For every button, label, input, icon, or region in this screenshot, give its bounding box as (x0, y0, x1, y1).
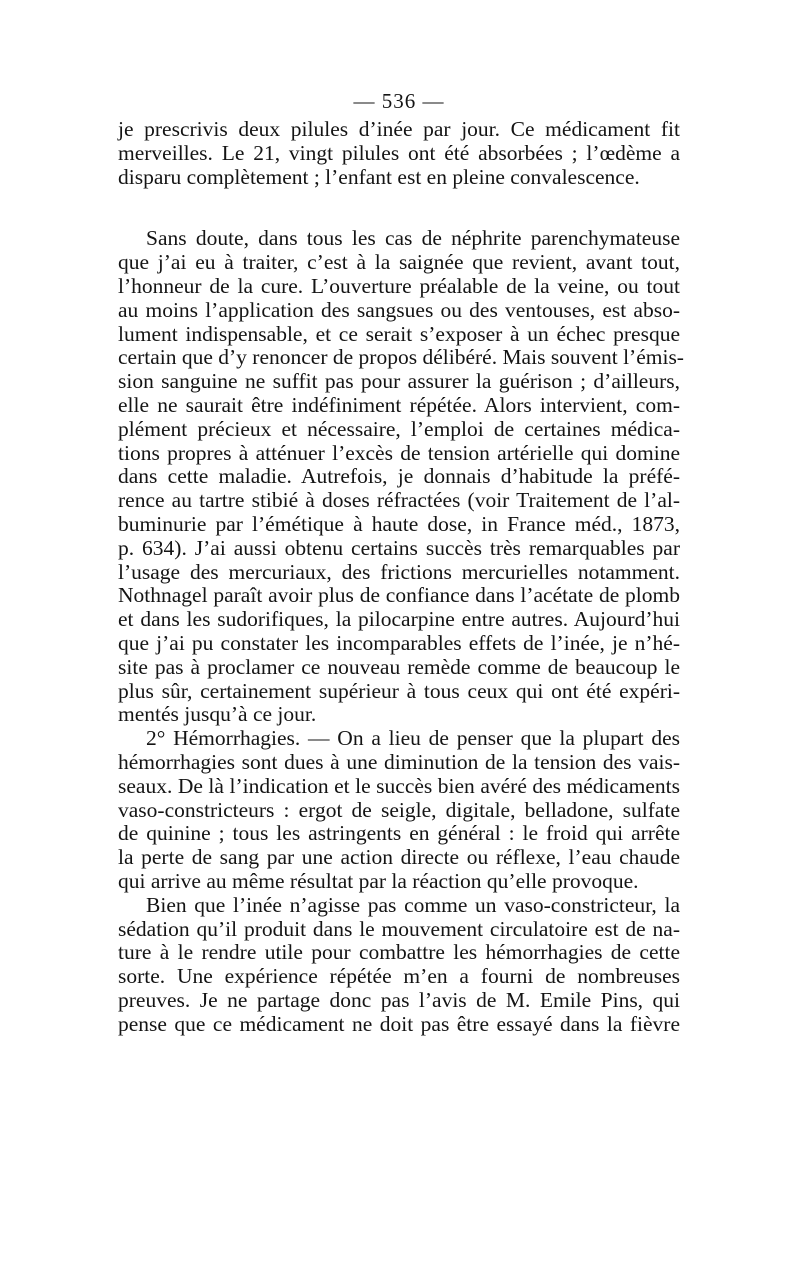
text-line: l’usage des mercuriaux, des frictions mercurielles notamment. (118, 559, 680, 584)
paragraph-hemorrhages (118, 727, 680, 894)
text-line: p. 634). J’ai aussi obtenu certains succès très remarquables par (118, 535, 680, 560)
paragraph-inee-sedation (118, 894, 680, 1037)
text-line: merveilles. Le 21, vingt pilules ont été absorbées ; l’œdème a (118, 140, 680, 165)
text-line: l’honneur de la cure. L’ouverture préalable de la veine, ou tout (118, 273, 680, 298)
text-line: dans cette maladie. Autrefois, je donnais d’habitude la préfé- (118, 464, 680, 489)
text-line: et dans les sudorifiques, la pilocarpine entre autres. Aujourd’hui (118, 607, 680, 632)
book-page (118, 84, 684, 1036)
text-line: au moins l’application des sangsues ou des ventouses, est abso- (118, 297, 680, 322)
text-line: seaux. De là l’indication et le succès bien avéré des médicaments (118, 773, 680, 798)
text-line: je prescrivis deux pilules d’inée par jour. Ce médicament fit (118, 117, 680, 141)
text-line: mentés jusqu’à ce jour. (118, 702, 317, 727)
text-line: qui arrive au même résultat par la réaction qu’elle provoque. (118, 868, 639, 893)
text-line: preuves. Je ne partage donc pas l’avis de M. Emile Pins, qui (118, 987, 680, 1012)
text-line: que j’ai pu constater les incomparables effets de l’inée, je n’hé- (118, 630, 680, 655)
page-number: — 536 — (353, 89, 445, 113)
text-line: buminurie par l’émétique à haute dose, in France méd., 1873, (118, 511, 680, 536)
text-line: disparu complètement ; l’enfant est en pleine convalescence. (118, 164, 640, 189)
text-line: lument indispensable, et ce serait s’exposer à un échec presque (118, 321, 680, 346)
paragraph-nephritis-treatment (118, 226, 684, 727)
text-line: site pas à proclamer ce nouveau remède comme de beaucoup le (118, 654, 680, 679)
text-line: Bien que l’inée n’agisse pas comme un vaso-constricteur, la (146, 892, 680, 917)
text-line: plément précieux et nécessaire, l’emploi de certaines médica- (118, 416, 680, 441)
text-line: vaso-constricteurs : ergot de seigle, digitale, belladone, sulfate (118, 797, 680, 822)
text-line: sorte. Une expérience répétée m’en a fourni de nombreuses (118, 964, 680, 989)
text-line: ture à le rendre utile pour combattre les hémorrhagies de cette (118, 940, 680, 965)
text-line: Nothnagel paraît avoir plus de confiance dans l’acétate de plomb (118, 583, 680, 608)
text-line: sédation qu’il produit dans le mouvement circulatoire est de na- (118, 916, 680, 941)
text-line: la perte de sang par une action directe ou réflexe, l’eau chaude (118, 845, 680, 870)
text-line: pense que ce médicament ne doit pas être essayé dans la fièvre (118, 1011, 680, 1036)
text-line: de quinine ; tous les astringents en général : le froid qui arrête (118, 821, 680, 846)
text-line: certain que d’y renoncer de propos délibéré. Mais souvent l’émis- (118, 345, 684, 370)
text-line: rence au tartre stibié à doses réfractées (voir Traitement de l’al- (118, 488, 680, 513)
text-line: 2° Hémorrhagies. — On a lieu de penser que la plupart des (146, 726, 680, 751)
text-line: Sans doute, dans tous les cas de néphrite parenchymateuse (146, 226, 680, 251)
text-line: elle ne saurait être indéfiniment répétée. Alors intervient, com- (118, 392, 680, 417)
text-line: que j’ai eu à traiter, c’est à la saignée que revient, avant tout, (118, 250, 680, 275)
text-line: hémorrhagies sont dues à une diminution de la tension des vais- (118, 749, 680, 774)
text-line: tions propres à atténuer l’excès de tension artérielle qui domine (118, 440, 680, 465)
text-line: sion sanguine ne suffit pas pour assurer la guérison ; d’ailleurs, (118, 369, 680, 394)
text-line: plus sûr, certainement supérieur à tous ceux qui ont été expéri- (118, 678, 680, 703)
paragraph-case-conclusion (118, 118, 680, 189)
